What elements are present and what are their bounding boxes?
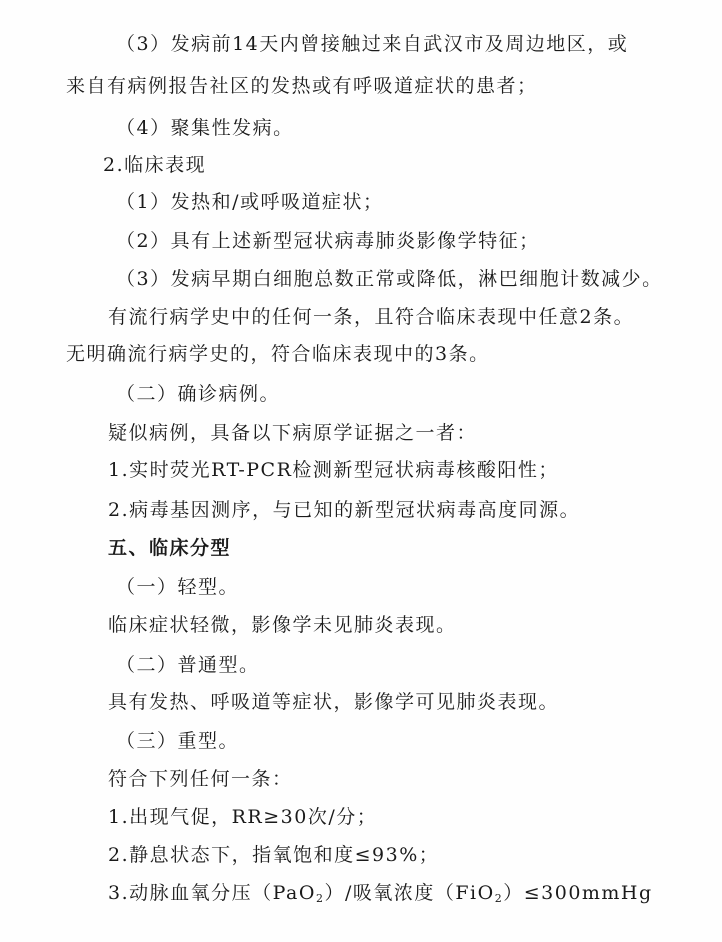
paragraph-line: 1.实时荧光RT-PCR检测新型冠状病毒核酸阳性； (108, 459, 559, 481)
paragraph-line: 2.静息状态下，指氧饱和度≤93%； (108, 844, 440, 866)
paragraph-line: 来自有病例报告社区的发热或有呼吸道症状的患者； (66, 75, 538, 97)
formula-part: ）≤300mmHg (503, 882, 653, 904)
paragraph-line: 临床症状轻微，影像学未见肺炎表现。 (108, 614, 457, 636)
formula-part: ）/吸氧浓度（FiO (324, 882, 495, 904)
paragraph-line: 符合下列任何一条： (108, 768, 293, 790)
section-subheading: （二）普通型。 (116, 654, 260, 676)
subscript: 2 (494, 892, 504, 905)
paragraph-line: （3）发病前14天内曾接触过来自武汉市及周边地区，或 (116, 33, 629, 55)
formula-part: 3.动脉血氧分压（PaO (108, 882, 316, 904)
paragraph-line: 2.病毒基因测序，与已知的新型冠状病毒高度同源。 (108, 499, 581, 521)
paragraph-line-formula (108, 880, 653, 906)
paragraph-line: 无明确流行病学史的，符合临床表现中的3条。 (66, 343, 490, 365)
paragraph-line: 疑似病例，具备以下病原学证据之一者： (108, 422, 478, 444)
section-subheading: 2.临床表现 (103, 154, 207, 176)
paragraph-line: 1.出现气促，RR≥30次/分； (108, 806, 378, 828)
section-subheading: （三）重型。 (116, 730, 240, 752)
paragraph-line: 有流行病学史中的任何一条，且符合临床表现中任意2条。 (108, 306, 635, 328)
subscript: 2 (315, 892, 325, 905)
section-subheading: （一）轻型。 (116, 576, 240, 598)
paragraph-line: 具有发热、呼吸道等症状，影像学可见肺炎表现。 (108, 691, 560, 713)
paragraph-line: （3）发病早期白细胞总数正常或降低，淋巴细胞计数减少。 (116, 268, 663, 290)
section-heading: 五、临床分型 (108, 537, 232, 559)
section-subheading: （二）确诊病例。 (116, 383, 281, 405)
paragraph-line: （2）具有上述新型冠状病毒肺炎影像学特征； (116, 230, 540, 252)
paragraph-line: （1）发热和/或呼吸道症状； (116, 191, 384, 213)
paragraph-line: （4）聚集性发病。 (116, 117, 294, 139)
